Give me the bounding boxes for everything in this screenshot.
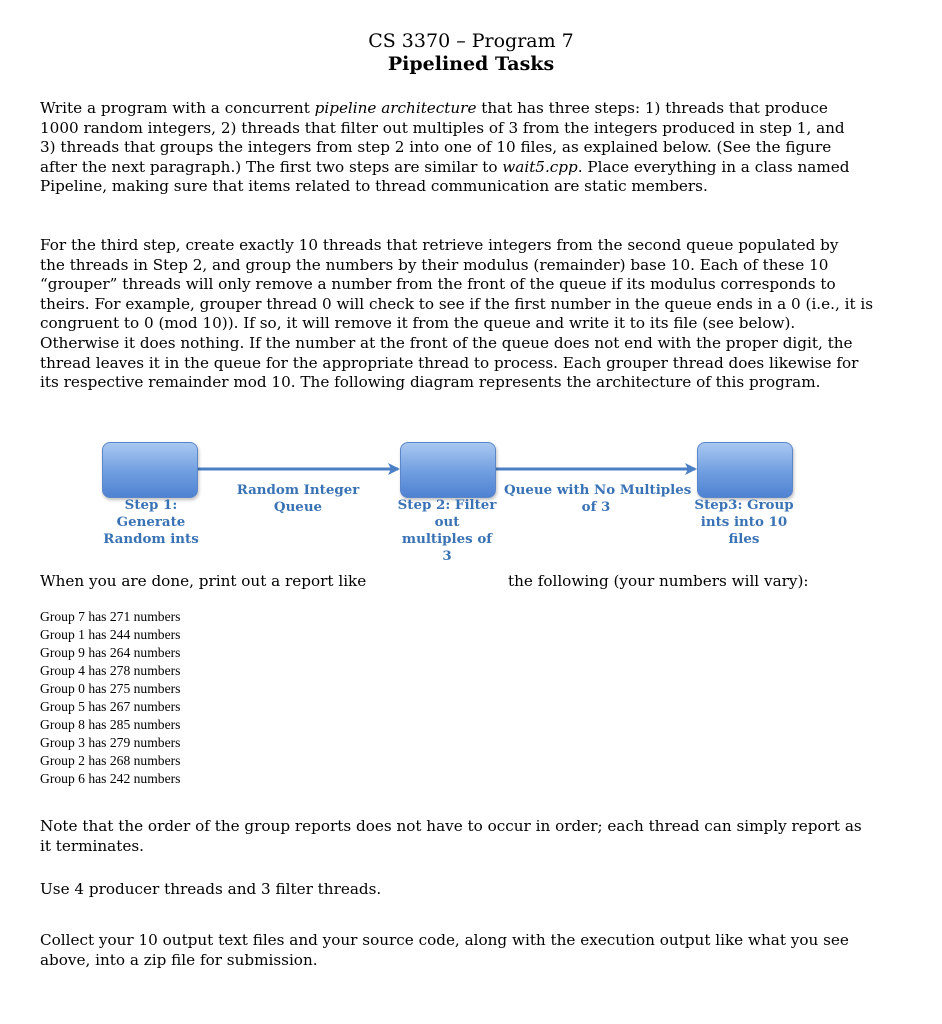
label-line: 3	[442, 548, 452, 564]
note-paragraph	[40, 817, 910, 856]
report-line: Group 6 has 242 numbers	[40, 771, 181, 786]
report-line: Group 9 has 264 numbers	[40, 645, 181, 660]
label-line: ints into 10	[700, 514, 788, 530]
report-line: Group 5 has 267 numbers	[40, 699, 181, 714]
intro-line-3: 3) threads that groups the integers from step 2 into one of 10 files, as explained below. (See the figure	[40, 138, 832, 157]
paragraph-line: its respective remainder mod 10. The following diagram represents the architecture of this program.	[40, 373, 821, 392]
label-line: of 3	[581, 499, 611, 515]
report-line: Group 0 has 275 numbers	[40, 681, 181, 696]
paragraph-line: thread leaves it in the queue for the appropriate thread to process. Each grouper thread does likewise for	[40, 353, 859, 372]
label-line: Random ints	[103, 531, 199, 547]
paragraph-line: above, into a zip file for submission.	[40, 950, 318, 969]
report-intro-right: the following (your numbers will vary):	[508, 572, 809, 590]
intro-emphasis: wait5.cpp	[502, 157, 578, 176]
label-line: multiples of	[401, 531, 493, 547]
report-line: Group 7 has 271 numbers	[40, 609, 181, 624]
queue2-label	[504, 482, 692, 516]
step3-box	[697, 442, 793, 498]
sample-report	[40, 608, 180, 788]
step3-label	[686, 497, 802, 548]
intro-text: . Place everything in a class named	[577, 157, 850, 176]
paragraph-line: For the third step, create exactly 10 threads that retrieve integers from the second queue populated by	[40, 236, 839, 254]
paragraph-line: the threads in Step 2, and group the numbers by their modulus (remainder) base 10. Each of these 10	[40, 255, 829, 274]
step2-label	[390, 497, 504, 565]
label-line: Queue	[273, 499, 323, 515]
step1-label	[92, 497, 210, 548]
intro-emphasis: pipeline architecture	[314, 99, 477, 117]
paragraph-line: Otherwise it does nothing. If the number at the front of the queue does not end with the proper digit, the	[40, 333, 853, 352]
label-line: Queue with No Multiples	[504, 482, 692, 498]
label-line: Step 2: Filter	[397, 497, 497, 513]
report-line: Group 3 has 279 numbers	[40, 735, 181, 750]
label-line: files	[728, 531, 760, 547]
paragraph-line: congruent to 0 (mod 10)). If so, it will remove it from the queue and write it to its file (see below).	[40, 314, 796, 333]
paragraph-line: Collect your 10 output text files and your source code, along with the execution output like what you see	[40, 931, 849, 949]
report-intro-left: When you are done, print out a report like	[40, 572, 367, 590]
intro-text: Write a program with a concurrent	[40, 99, 315, 117]
intro-line-2: 1000 random integers, 2) threads that filter out multiples of 3 from the integers produced in step 1, and	[40, 118, 845, 137]
step1-box	[102, 442, 198, 498]
page-title: Pipelined Tasks	[387, 53, 555, 75]
report-line: Group 2 has 268 numbers	[40, 753, 181, 768]
intro-text: that has three steps: 1) threads that produce	[476, 99, 828, 117]
label-line: Generate	[116, 514, 186, 530]
label-line: out	[434, 514, 460, 530]
report-line: Group 4 has 278 numbers	[40, 663, 181, 678]
report-line: Group 1 has 244 numbers	[40, 627, 181, 642]
course-line: CS 3370 – Program 7	[368, 30, 574, 52]
paragraph-line: theirs. For example, grouper thread 0 will check to see if the first number in the queue ends in a 0 (i.e., it is	[40, 294, 874, 313]
step2-box	[400, 442, 496, 498]
collect-paragraph	[40, 931, 910, 970]
paragraph-line: it terminates.	[40, 836, 144, 855]
queue1-label	[228, 482, 368, 516]
intro-text: after the next paragraph.) The first two steps are similar to	[40, 157, 503, 176]
label-line: Step3: Group	[694, 497, 794, 513]
label-line: Random Integer	[236, 482, 360, 498]
threads-paragraph: Use 4 producer threads and 3 filter threads.	[40, 880, 382, 898]
label-line: Step 1:	[124, 497, 178, 513]
report-line: Group 8 has 285 numbers	[40, 717, 181, 732]
intro-line-5: Pipeline, making sure that items related to thread communication are static members.	[40, 177, 708, 196]
paragraph-line: Note that the order of the group reports does not have to occur in order; each thread can simply report as	[40, 817, 862, 835]
paragraph-line: “grouper” threads will only remove a number from the front of the queue if its modulus corresponds to	[40, 275, 836, 294]
